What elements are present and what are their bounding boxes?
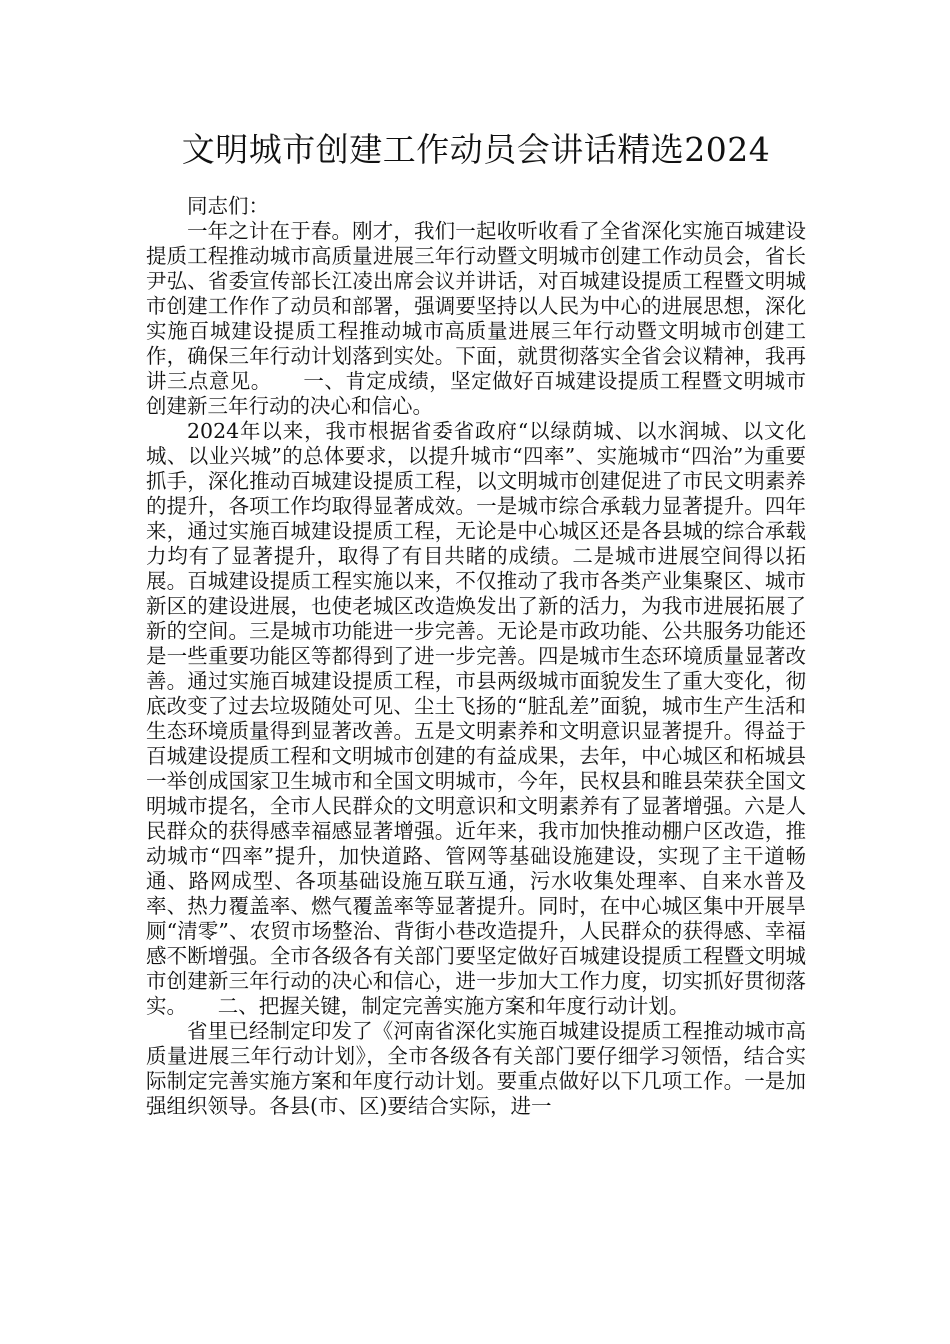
body-paragraph: 一年之计在于春。刚才，我们一起收听收看了全省深化实施百城建设提质工程推动城市高质量进展三年行动暨文明城市创建工作动员会，省长尹弘、省委宣传部长江凌出席会议并讲话，对百城建设提质工程暨文明城市创建工作作了动员和部署，强调要坚持以人民为中心的进展思想，深化实施百城建设提质工程推动城市高质量进展三年行动暨文明城市创建工作，确保三年行动计划落到实处。下面，就贯彻落实全省会议精神，我再讲三点意见。 一、肯定成绩，坚定做好百城建设提质工程暨文明城市创建新三年行动的决心和信心。 [146,219,806,418]
document-body [146,194,806,1119]
body-paragraph: 2024年以来，我市根据省委省政府“以绿荫城、以水润城、以文化城、以业兴城”的总体要求，以提升城市“四率”、实施城市“四治”为重要抓手，深化推动百城建设提质工程，以文明城市创建促进了市民文明素养的提升，各项工作均取得显著成效。一是城市综合承载力显著提升。四年来，通过实施百城建设提质工程，无论是中心城区还是各县城的综合承载力均有了显著提升，取得了有目共睹的成绩。二是城市进展空间得以拓展。百城建设提质工程实施以来，不仅推动了我市各类产业集聚区、城市新区的建设进展，也使老城区改造焕发出了新的活力，为我市进展拓展了新的空间。三是城市功能进一步完善。无论是市政功能、公共服务功能还是一些重要功能区等都得到了进一步完善。四是城市生态环境质量显著改善。通过实施百城建设提质工程，市县两级城市面貌发生了重大变化，彻底改变了过去垃圾随处可见、尘土飞扬的“脏乱差”面貌，城市生产生活和生态环境质量得到显著改善。五是文明素养和文明意识显著提升。得益于百城建设提质工程和文明城市创建的有益成果，去年，中心城区和柘城县一举创成国家卫生城市和全国文明城市，今年，民权县和睢县荣获全国文明城市提名，全市人民群众的文明意识和文明素养有了显著增强。六是人民群众的获得感幸福感显著增强。近年来，我市加快推动棚户区改造，推动城市“四率”提升，加快道路、管网等基础设施建设，实现了主干道畅通、路网成型、各项基础设施互联互通，污水收集处理率、自来水普及率、热力覆盖率、燃气覆盖率等显著提升。同时，在中心城区集中开展旱厕“清零”、农贸市场整治、背街小巷改造提升，人民群众的获得感、幸福感不断增强。全市各级各有关部门要坚定做好百城建设提质工程暨文明城市创建新三年行动的决心和信心，进一步加大工作力度，切实抓好贯彻落实。 二、把握关键，制定完善实施方案和年度行动计划。 [146,419,806,1018]
body-paragraph: 省里已经制定印发了《河南省深化实施百城建设提质工程推动城市高质量进展三年行动计划》，全市各级各有关部门要仔细学习领悟，结合实际制定完善实施方案和年度行动计划。要重点做好以下几项工作。一是加强组织领导。各县(市、区)要结合实际，进一 [146,1019,806,1118]
document-title: 文明城市创建工作动员会讲话精选2024 [181,130,771,169]
document-page [146,128,806,1119]
salutation: 同志们： [187,194,269,218]
